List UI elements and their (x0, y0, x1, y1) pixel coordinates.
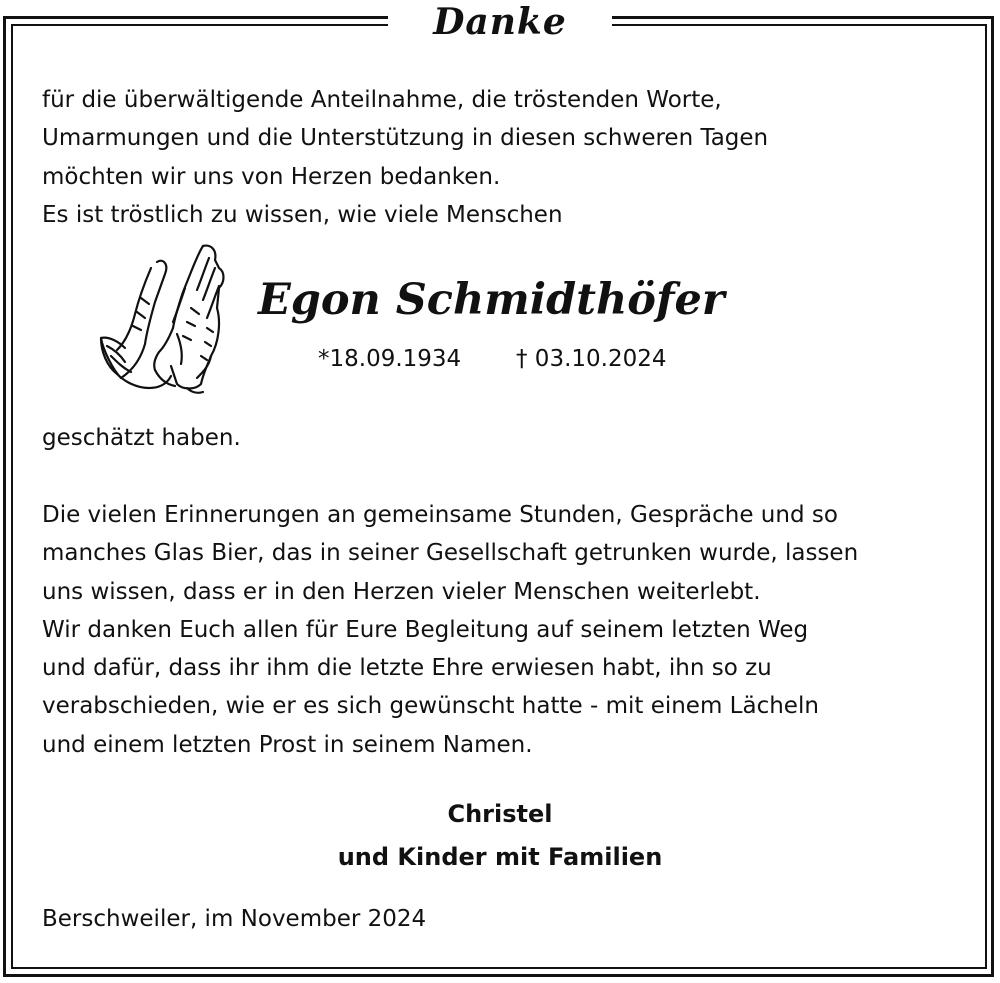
body-line: und dafür, dass ihr ihm die letzte Ehre erwiesen habt, ihn so zu (42, 655, 772, 682)
death-date: † 03.10.2024 (516, 346, 667, 372)
intro-paragraph (42, 81, 768, 234)
body-paragraph (42, 496, 858, 764)
praying-hands-icon (95, 238, 235, 396)
signature-name: Christel (447, 800, 553, 828)
signature-family: und Kinder mit Familien (337, 843, 663, 871)
intro-line: möchten wir uns von Herzen bedanken. (42, 163, 501, 190)
intro-line: für die überwältigende Anteilnahme, die tröstenden Worte, (42, 87, 722, 113)
heading-container (388, 0, 612, 44)
body-line: verabschieden, wie er es sich gewünscht hatte - mit einem Lächeln (42, 693, 819, 720)
heading: Danke (433, 1, 567, 43)
birth-date: *18.09.1934 (318, 346, 462, 372)
intro-line: Umarmungen und die Unterstützung in diesen schweren Tagen (42, 125, 769, 152)
after-name-line: geschätzt haben. (42, 425, 241, 451)
intro-line: Es ist tröstlich zu wissen, wie viele Menschen (42, 201, 563, 228)
body-line: Wir danken Euch allen für Eure Begleitung auf seinem letzten Weg (42, 616, 809, 643)
body-line: uns wissen, dass er in den Herzen vieler Menschen weiterlebt. (42, 578, 761, 605)
place-date: Berschweiler, im November 2024 (42, 906, 427, 932)
body-line: Die vielen Erinnerungen an gemeinsame Stunden, Gespräche und so (42, 502, 838, 528)
deceased-name: Egon Schmidthöfer (258, 275, 725, 325)
body-line: manches Glas Bier, das in seiner Gesellschaft getrunken wurde, lassen (42, 540, 859, 567)
body-line: und einem letzten Prost in seinem Namen. (42, 731, 533, 758)
